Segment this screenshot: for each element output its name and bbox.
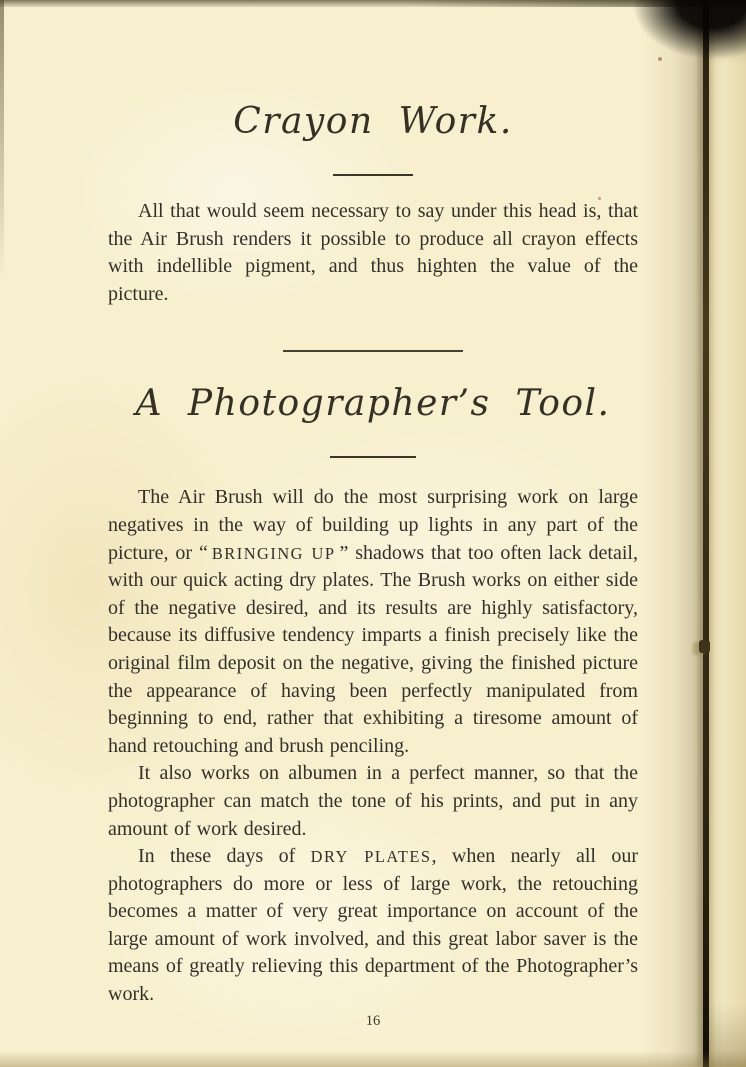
paragraph: It also works on albumen in a perfect manner, so that the photographer can match the tone of his prints, and put in any amount of work desired. — [108, 762, 638, 840]
section-crayon-work-body — [108, 198, 638, 308]
section-divider-rule — [283, 350, 463, 352]
scan-left-edge-shadow — [0, 0, 4, 280]
page-curve-shading — [640, 0, 703, 1067]
paper-speck — [658, 57, 662, 61]
section-title-photographers-tool: A Photographer’s Tool. — [135, 383, 611, 425]
paragraph: In these days of DRY PLATES, when nearly all our photographers do more or less of large work, the retouching becomes a matter of very great importance on account of the large amount of work involved, and this great labor saver is the means of greatly relieving this department of the Photographer’s work. — [108, 845, 638, 1006]
gutter-paper-speck — [699, 640, 710, 653]
paragraph: The Air Brush will do the most surprising work on large negatives in the way of building up lights in any part of the picture, or “ BRINGING UP ” shadows that too often lack detail, with our quick acting dry plates. The Brush works on either side of the negative desired, and its results are highly satisfactory, because its diffusive tendency imparts a finish precisely like the original film deposit on the negative, giving the finished picture the appearance of having been perfectly manipulated from beginning to end, rather that exhibiting a tiresome amount of hand retouching and brush penciling. — [108, 486, 638, 757]
gutter-top-shadow-blob — [632, 0, 746, 60]
adjacent-page-shadow — [709, 0, 746, 1067]
page-text-column — [108, 0, 638, 1030]
paragraph: All that would seem necessary to say under this head is, that the Air Brush renders it possible to produce all crayon effects with indellible pigment, and thus highten the value of the picture. — [108, 200, 638, 305]
paper-speck — [598, 197, 601, 200]
section-title-crayon-work: Crayon Work. — [233, 101, 513, 142]
scan-bottom-edge-shadow — [0, 1051, 746, 1067]
title-underline-rule — [330, 456, 416, 458]
page-number: 16 — [365, 1012, 381, 1029]
section-photographers-tool-body — [108, 484, 638, 1008]
title-underline-rule — [333, 174, 413, 176]
